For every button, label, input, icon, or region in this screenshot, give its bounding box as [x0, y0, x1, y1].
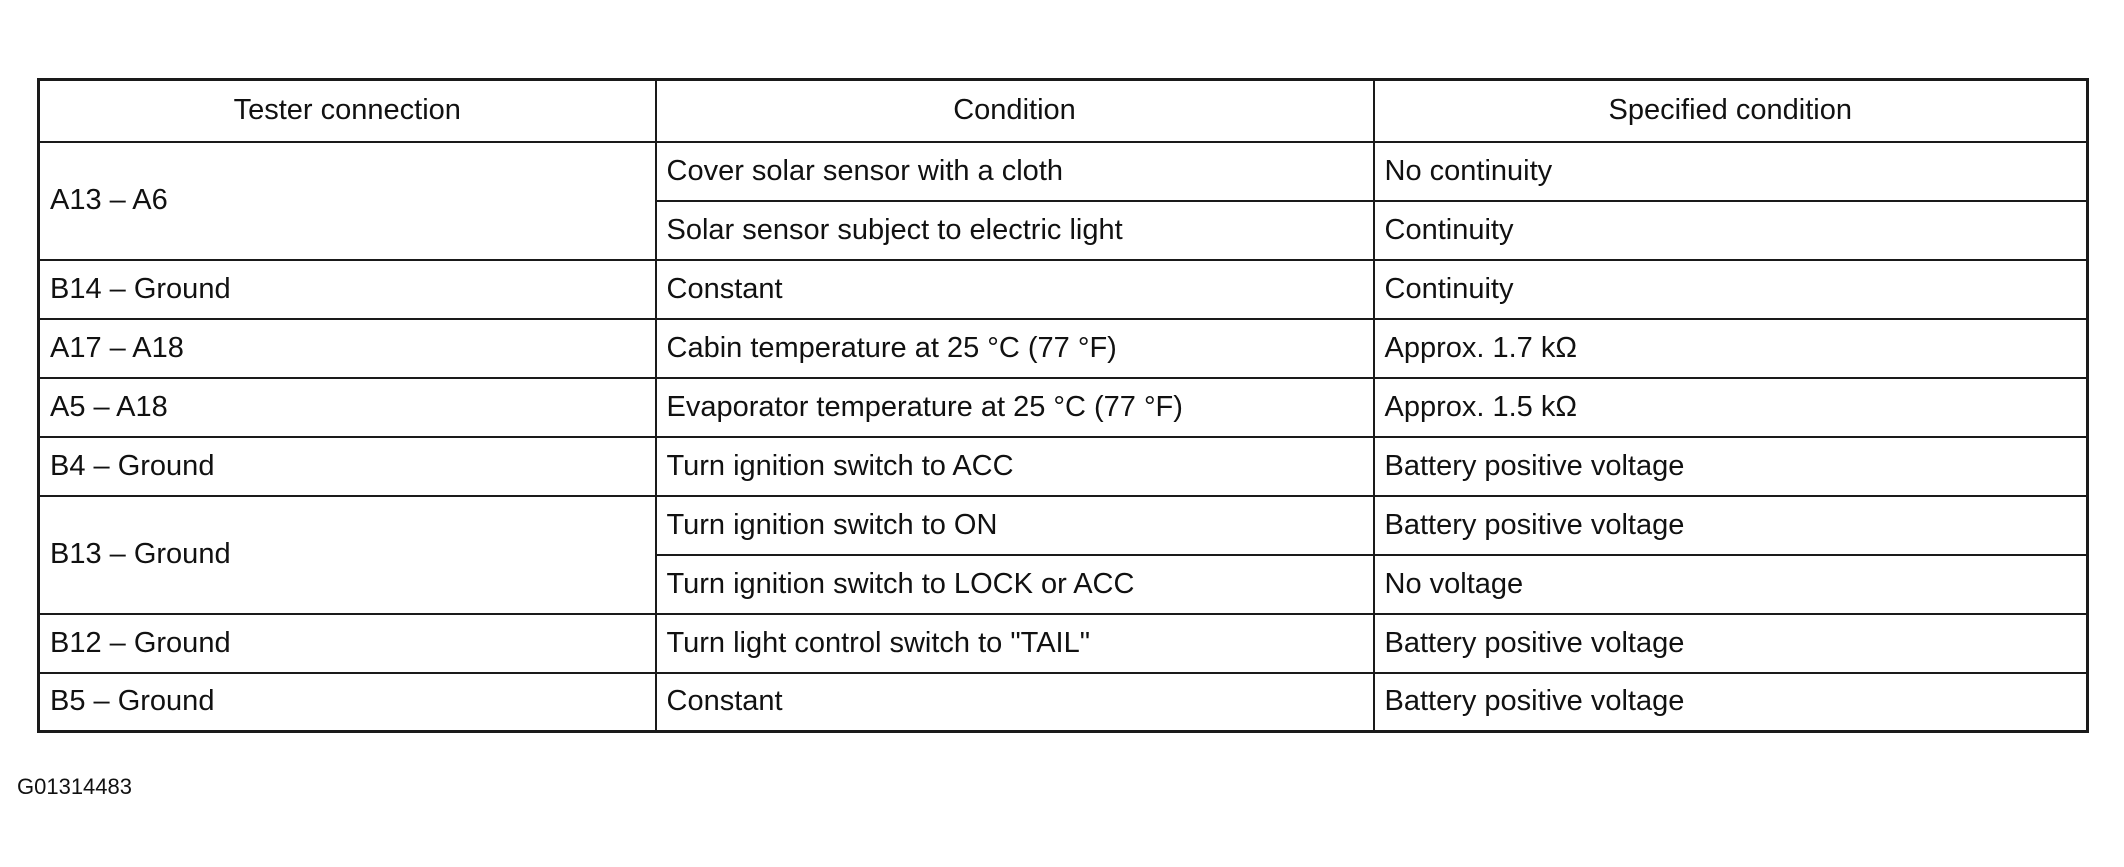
cell-specified: No continuity	[1374, 142, 2088, 201]
cell-specified: Battery positive voltage	[1374, 673, 2088, 732]
cell-condition: Turn light control switch to "TAIL"	[656, 614, 1374, 673]
cell-specified: Battery positive voltage	[1374, 614, 2088, 673]
cell-connection: A13 – A6	[39, 142, 656, 260]
table-row	[39, 614, 2088, 673]
cell-condition: Evaporator temperature at 25 °C (77 °F)	[656, 378, 1374, 437]
table-row	[39, 142, 2088, 201]
table-row	[39, 319, 2088, 378]
figure-id: G01314483	[17, 774, 132, 799]
spec-table	[37, 78, 2089, 733]
cell-condition: Turn ignition switch to ON	[656, 496, 1374, 555]
cell-specified: Continuity	[1374, 260, 2088, 319]
header-tester-connection: Tester connection	[39, 80, 656, 142]
cell-specified: Continuity	[1374, 201, 2088, 260]
cell-specified: No voltage	[1374, 555, 2088, 614]
header-specified-condition: Specified condition	[1374, 80, 2088, 142]
cell-condition: Cabin temperature at 25 °C (77 °F)	[656, 319, 1374, 378]
cell-connection: A5 – A18	[39, 378, 656, 437]
table-row	[39, 260, 2088, 319]
cell-specified: Approx. 1.7 kΩ	[1374, 319, 2088, 378]
cell-condition: Turn ignition switch to LOCK or ACC	[656, 555, 1374, 614]
cell-condition: Constant	[656, 260, 1374, 319]
cell-specified: Battery positive voltage	[1374, 437, 2088, 496]
cell-condition: Cover solar sensor with a cloth	[656, 142, 1374, 201]
header-condition: Condition	[656, 80, 1374, 142]
cell-specified: Battery positive voltage	[1374, 496, 2088, 555]
cell-connection: A17 – A18	[39, 319, 656, 378]
header-row	[39, 80, 2088, 142]
cell-condition: Turn ignition switch to ACC	[656, 437, 1374, 496]
table-row	[39, 673, 2088, 732]
cell-specified: Approx. 1.5 kΩ	[1374, 378, 2088, 437]
cell-connection: B14 – Ground	[39, 260, 656, 319]
cell-connection: B4 – Ground	[39, 437, 656, 496]
cell-condition: Solar sensor subject to electric light	[656, 201, 1374, 260]
table-row	[39, 437, 2088, 496]
table-row	[39, 378, 2088, 437]
cell-connection: B5 – Ground	[39, 673, 656, 732]
table-row	[39, 496, 2088, 555]
cell-connection: B12 – Ground	[39, 614, 656, 673]
cell-condition: Constant	[656, 673, 1374, 732]
cell-connection: B13 – Ground	[39, 496, 656, 614]
